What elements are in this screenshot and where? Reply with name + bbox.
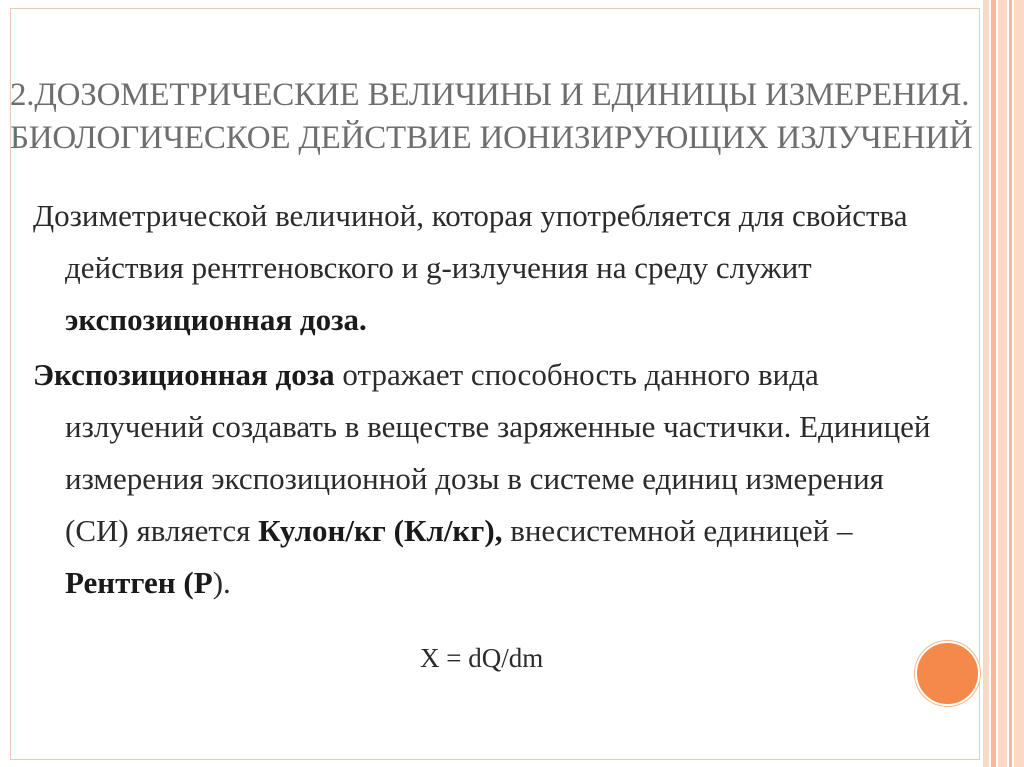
paragraph-2-text-1: отражает способность данного вида излучений создавать в веществе заряженные частички. Единицей измерения экспозиционной дозы в системе единиц измерения (СИ) является [65, 357, 931, 548]
decor-stripe [1014, 0, 1024, 767]
decor-stripe [991, 0, 996, 767]
decor-stripe [1009, 0, 1012, 767]
paragraph-1-text: Дозиметрической величиной, которая употребляется для свойства действия рентгеновского и g-излучения на среду служит [33, 198, 908, 285]
paragraph-2-text-2: внесистемной единицей – [502, 513, 853, 548]
slide-title [10, 74, 973, 160]
decor-stripe [983, 0, 989, 767]
paragraph-2-bold-1: Экспозиционная доза [33, 357, 335, 392]
paragraph-2-text-3: ). [212, 565, 231, 600]
formula: X = dQ/dm [420, 643, 544, 673]
decor-stripe [998, 0, 1007, 767]
title-line-2: БИОЛОГИЧЕСКОЕ ДЕЙСТВИЕ ИОНИЗИРУЮЩИХ ИЗЛУЧЕНИЙ [10, 120, 973, 156]
title-line-1: 2.ДОЗОМЕТРИЧЕСКИЕ ВЕЛИЧИНЫ И ЕДИНИЦЫ ИЗМЕРЕНИЯ. [10, 77, 970, 113]
paragraph-1-bold: экспозиционная доза. [65, 302, 367, 337]
paragraph-2 [33, 349, 953, 609]
paragraph-2-bold-3: Рентген (Р [65, 565, 213, 600]
paragraph-1 [33, 190, 953, 346]
orange-circle-decoration [915, 641, 980, 706]
slide-body [33, 190, 953, 609]
paragraph-2-bold-2: Кулон/кг (Кл/кг), [258, 513, 503, 548]
